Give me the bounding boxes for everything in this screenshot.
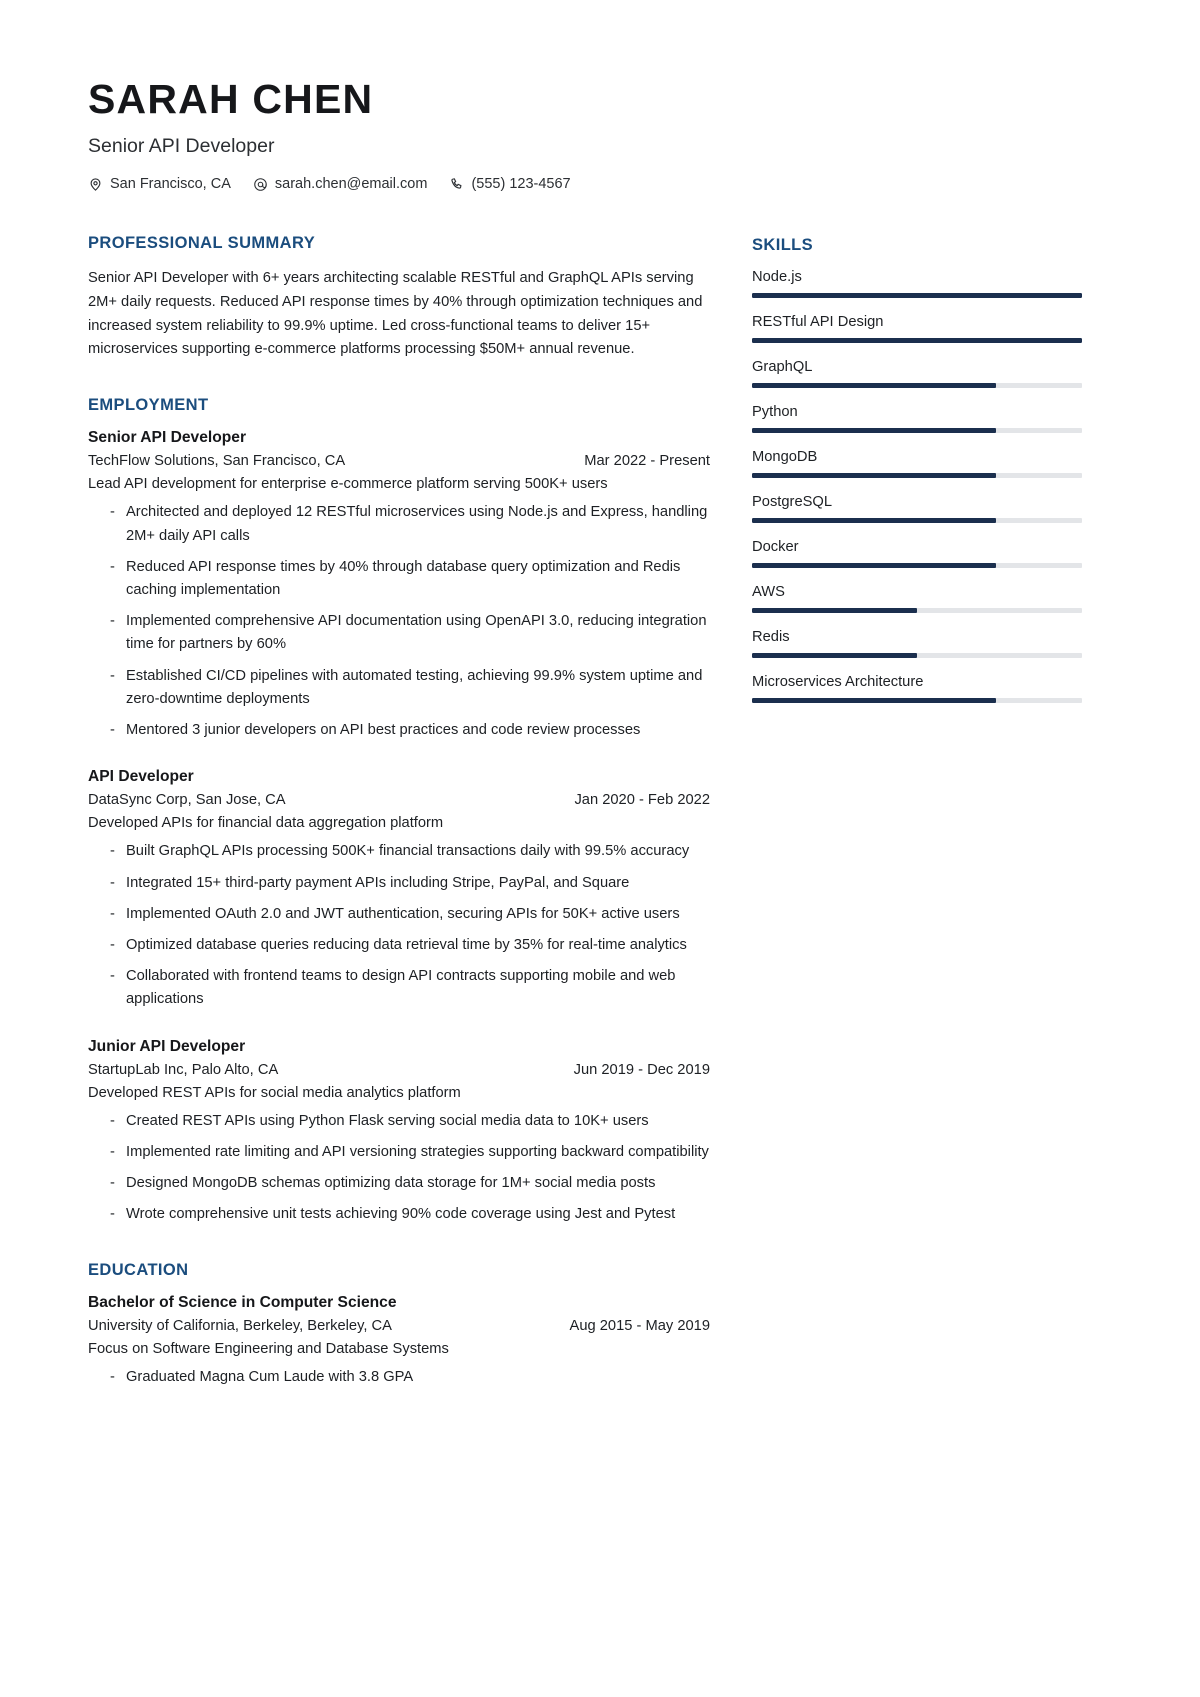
skill-item [752,494,1082,523]
section-title-education: EDUCATION [88,1260,189,1279]
skill-bar [752,428,1082,433]
skill-name: Docker [752,539,799,556]
contact-location-text: San Francisco, CA [110,176,231,193]
section-education [88,1261,710,1389]
contact-email-text: sarah.chen@email.com [274,176,428,193]
skill-bar-fill [752,473,996,478]
skill-bar-fill [752,653,917,658]
contact-email [253,176,428,192]
resume-header [88,78,1112,192]
job-meta [88,1062,710,1078]
skill-bar-fill [752,293,1082,298]
skill-name: MongoDB [752,449,818,466]
skill-name: GraphQL [752,359,813,376]
skill-bar-fill [752,518,996,523]
job-bullet: - Built GraphQL APIs processing 500K+ financial transactions daily with 99.5% accuracy [110,840,710,863]
job-bullets [88,1110,710,1227]
job-bullet: - Optimized database queries reducing data retrieval time by 35% for real-time analytics [110,934,710,957]
job-role: Senior API Developer [88,429,247,447]
skill-bar-fill [752,608,917,613]
employment-entry [88,429,710,742]
skill-bar [752,518,1082,523]
job-description: Developed APIs for financial data aggregation platform [88,815,444,832]
location-pin-icon [88,177,103,192]
contact-phone [449,176,570,192]
job-bullet: - Reduced API response times by 40% through database query optimization and Redis caching implementation [110,556,710,602]
job-bullet: - Designed MongoDB schemas optimizing data storage for 1M+ social media posts [110,1172,710,1195]
skill-item [752,629,1082,658]
section-professional-summary [88,234,710,362]
job-company: TechFlow Solutions, San Francisco, CA [88,453,346,470]
education-meta [88,1318,710,1334]
skill-item [752,359,1082,388]
skill-item [752,449,1082,478]
skill-name: Redis [752,629,790,646]
skill-bar-fill [752,428,996,433]
employment-entry [88,768,710,1011]
skill-name: PostgreSQL [752,494,833,511]
contact-phone-text: (555) 123-4567 [471,176,571,193]
job-dates: Mar 2022 - Present [584,453,710,470]
skill-item [752,404,1082,433]
education-bullets [88,1366,710,1389]
job-bullet: - Established CI/CD pipelines with automated testing, achieving 99.9% system uptime and zero-downtime deployments [110,665,710,711]
section-title-employment: EMPLOYMENT [88,396,209,415]
education-school: University of California, Berkeley, Berkeley, CA [88,1317,392,1334]
phone-icon [449,177,464,192]
education-bullet: - Graduated Magna Cum Laude with 3.8 GPA [110,1366,710,1389]
section-employment [88,396,710,1226]
job-role: Junior API Developer [88,1037,246,1055]
section-title-summary: PROFESSIONAL SUMMARY [88,234,316,253]
skill-bar [752,608,1082,613]
skill-bar [752,473,1082,478]
skill-bar [752,338,1082,343]
candidate-title: Senior API Developer [88,135,275,158]
skill-item [752,584,1082,613]
skill-name: RESTful API Design [752,314,884,331]
email-icon [253,177,268,192]
skill-bar [752,293,1082,298]
job-bullet: - Mentored 3 junior developers on API best practices and code review processes [110,719,710,742]
skill-bar [752,383,1082,388]
skill-bar-fill [752,338,1082,343]
skill-item [752,314,1082,343]
skill-name: AWS [752,584,785,601]
resume-body [88,234,1112,1389]
job-bullet: - Implemented rate limiting and API versioning strategies supporting backward compatibility [110,1141,710,1164]
job-bullet: - Architected and deployed 12 RESTful microservices using Node.js and Express, handling 2M+ daily API calls [110,501,710,547]
job-dates: Jan 2020 - Feb 2022 [574,792,710,809]
job-bullet: - Implemented comprehensive API documentation using OpenAPI 3.0, reducing integration time for partners by 60% [110,610,710,656]
skill-item [752,674,1082,703]
job-company: StartupLab Inc, Palo Alto, CA [88,1061,279,1078]
skill-name: Microservices Architecture [752,674,924,691]
education-degree: Bachelor of Science in Computer Science [88,1293,397,1311]
job-description: Developed REST APIs for social media analytics platform [88,1084,461,1101]
job-company: DataSync Corp, San Jose, CA [88,792,286,809]
skills-column [752,234,1082,719]
candidate-name: SARAH CHEN [88,76,374,122]
skill-name: Node.js [752,269,802,286]
job-meta [88,792,710,808]
education-dates: Aug 2015 - May 2019 [569,1317,710,1334]
skill-bar [752,698,1082,703]
job-meta [88,453,710,469]
job-bullet: - Wrote comprehensive unit tests achieving 90% code coverage using Jest and Pytest [110,1203,710,1226]
skill-bar [752,563,1082,568]
education-entry [88,1294,710,1389]
skill-bar-fill [752,563,996,568]
skill-bar [752,653,1082,658]
main-column [88,234,710,1389]
skill-item [752,539,1082,568]
education-description: Focus on Software Engineering and Database Systems [88,1340,449,1357]
summary-text: Senior API Developer with 6+ years architecting scalable RESTful and GraphQL APIs serving 2M+ daily requests. Reduced API response times by 40% through optimization techniques and increased system reliability to 99.9% uptime. Led cross-functional teams to deliver 15+ microservices supporting e-commerce platforms processing $50M+ annual revenue. [88,270,703,358]
job-dates: Jun 2019 - Dec 2019 [573,1061,710,1078]
skill-item [752,269,1082,298]
contact-row [88,176,1112,192]
section-title-skills: SKILLS [752,236,814,255]
job-role: API Developer [88,768,194,786]
job-bullets [88,840,710,1011]
skill-name: Python [752,404,798,421]
job-description: Lead API development for enterprise e-commerce platform serving 500K+ users [88,476,608,493]
job-bullet: - Integrated 15+ third-party payment APIs including Stripe, PayPal, and Square [110,872,710,895]
skill-bar-fill [752,698,996,703]
contact-location [88,176,231,192]
job-bullets [88,501,710,742]
job-bullet: - Created REST APIs using Python Flask serving social media data to 10K+ users [110,1110,710,1133]
employment-entry [88,1038,710,1227]
skill-bar-fill [752,383,996,388]
job-bullet: - Collaborated with frontend teams to design API contracts supporting mobile and web applications [110,965,710,1011]
job-bullet: - Implemented OAuth 2.0 and JWT authentication, securing APIs for 50K+ active users [110,903,710,926]
